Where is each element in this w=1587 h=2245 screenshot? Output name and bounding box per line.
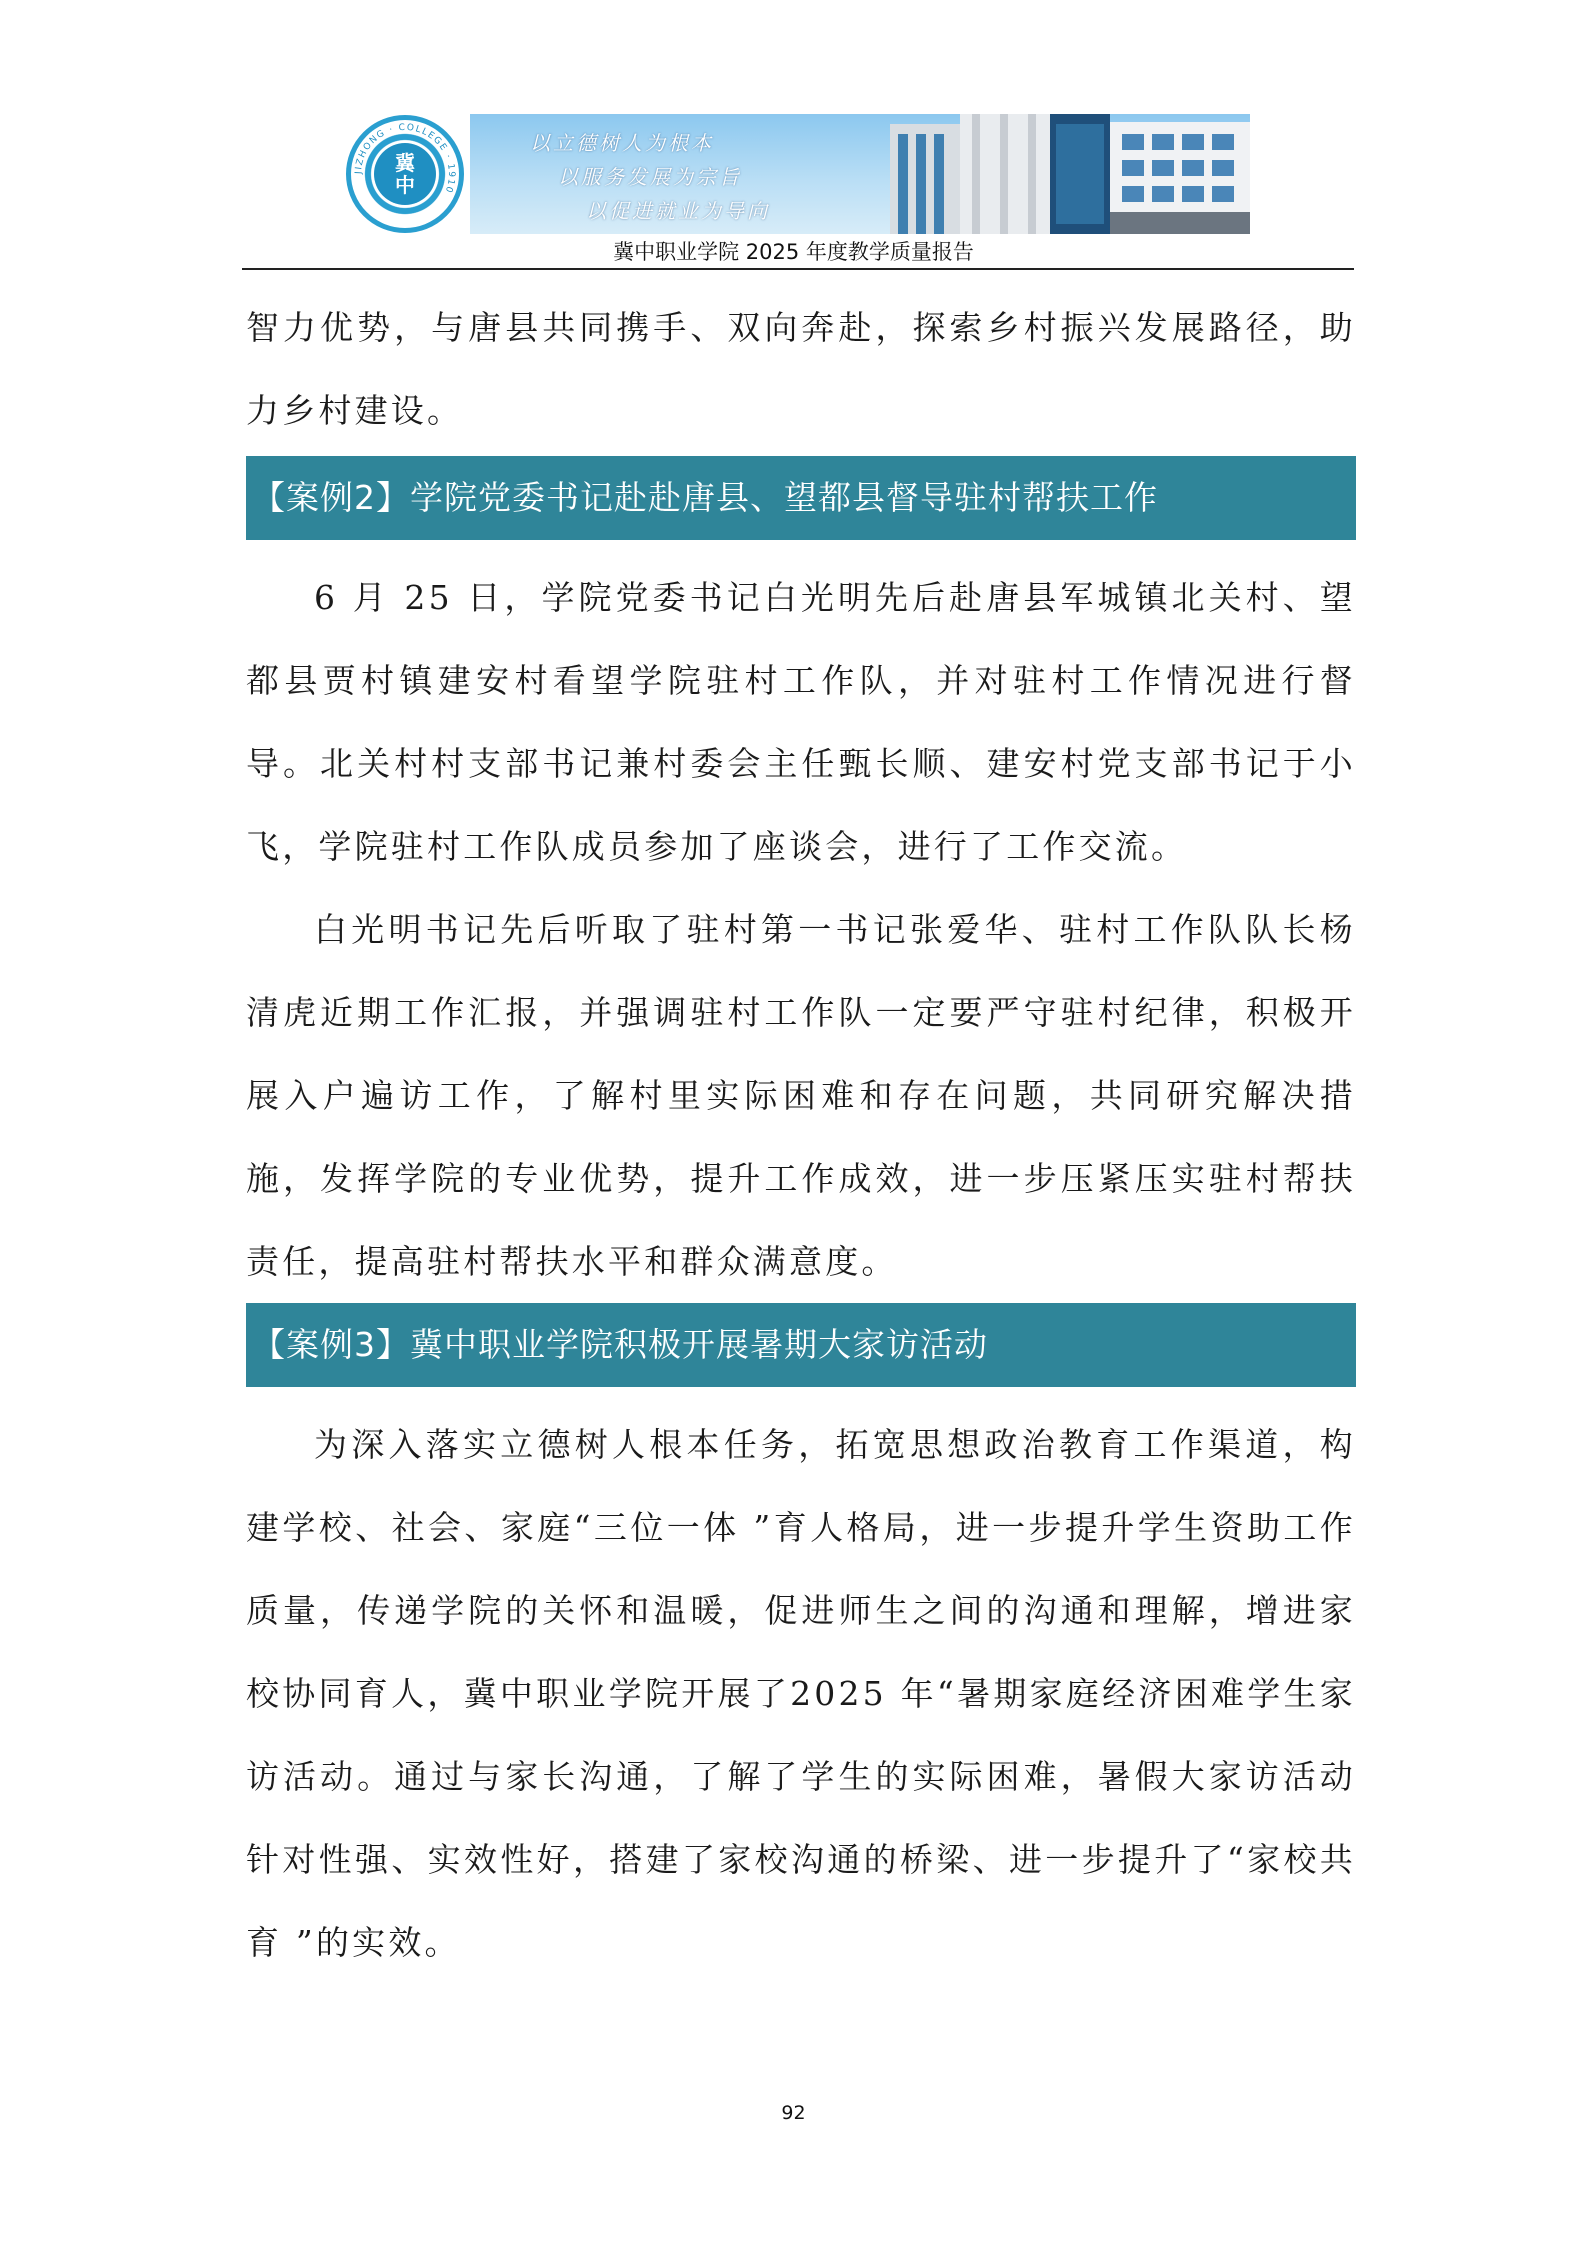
- intro-paragraph: 智力优势，与唐县共同携手、双向奔赴，探索乡村振兴发展路径，助力乡村建设。: [246, 308, 1356, 430]
- page-number: 92: [781, 2102, 806, 2124]
- logo-ring-textpath: JIZHONG · COLLEGE · 1910: [353, 122, 457, 195]
- header-banner: [340, 114, 1250, 234]
- college-logo: [340, 114, 470, 234]
- case-2-paragraph-2: 白光明书记先后听取了驻村第一书记张爱华、驻村工作队队长杨清虎近期工作汇报，并强调驻村工作队一定要严守驻村纪律，积极开展入户遍访工作，了解村里实际困难和存在问题，共同研究解决措施，发挥学院的专业优势，提升工作成效，进一步压紧压实驻村帮扶责任，提高驻村帮扶水平和群众满意度。: [246, 910, 1356, 1281]
- logo-char-bottom: 中: [395, 173, 415, 197]
- banner-motto: [530, 126, 770, 228]
- main-content: [246, 286, 1356, 1984]
- motto-line-3: 以促进就业为导向: [586, 199, 770, 223]
- svg-text:JIZHONG · COLLEGE · 1910: [354, 123, 456, 195]
- case-3-heading: 【案例3】冀中职业学院积极开展暑期大家访活动: [246, 1303, 1356, 1387]
- college-seal-icon: [346, 115, 464, 233]
- campus-banner-image: [470, 114, 1250, 234]
- header-divider: [242, 268, 1354, 270]
- case-3-paragraph-1: 为深入落实立德树人根本任务，拓宽思想政治教育工作渠道，构建学校、社会、家庭“三位一体 ”育人格局，进一步提升学生资助工作质量，传递学院的关怀和温暖，促进师生之间的沟通和理解，增进家校协同育人，冀中职业学院开展了2025 年“暑期家庭经济困难学生家访活动。通过与家长沟通，了解了学生的实际困难，暑假大家访活动针对性强、实效性好，搭建了家校沟通的桥梁、进一步提升了“家校共育 ”的实效。: [246, 1425, 1356, 1962]
- campus-building-icon: [860, 114, 1250, 234]
- motto-line-2: 以服务发展为宗旨: [558, 165, 742, 189]
- case-2-paragraph-1: 6 月 25 日，学院党委书记白光明先后赴唐县军城镇北关村、望都县贾村镇建安村看望学院驻村工作队，并对驻村工作情况进行督导。北关村村支部书记兼村委会主任甄长顺、建安村党支部书记于小飞，学院驻村工作队成员参加了座谈会，进行了工作交流。: [246, 578, 1356, 866]
- motto-line-1: 以立德树人为根本: [530, 131, 714, 155]
- report-title: 冀中职业学院 2025 年度教学质量报告: [613, 240, 974, 264]
- logo-char-top: 冀: [395, 151, 415, 175]
- logo-ring-text: [351, 120, 459, 228]
- case-2-heading: 【案例2】学院党委书记赴赴唐县、望都县督导驻村帮扶工作: [246, 456, 1356, 540]
